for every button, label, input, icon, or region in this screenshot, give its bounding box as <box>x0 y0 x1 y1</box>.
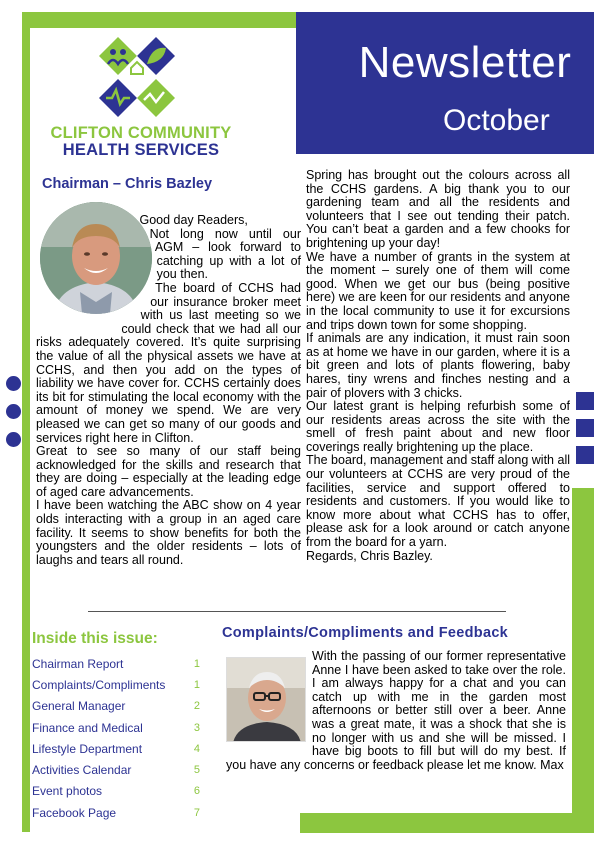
complaints-body <box>226 650 566 772</box>
toc-label: Lifestyle Department <box>32 741 143 756</box>
toc-page-number: 3 <box>193 721 200 734</box>
chairman-paragraph: If animals are any indication, it must rain soon as at home we have in our garden, where it is a bit green and lots of plants flowering, baby hares, tiny wrens and finches nesting and a pair of plovers with 3 chicks. <box>306 331 570 400</box>
chairman-column-1 <box>36 214 301 567</box>
chairman-paragraph: We have a number of grants in the system at the moment – surely one of them will come good. When we get our bus (being positive here) we are keen for our residents and anyone in the local community to use it for excursions and trips down town for some shopping. <box>306 249 570 332</box>
bullet-dot <box>6 376 21 391</box>
chairman-paragraph: Spring has brought out the colours across all the CCHS gardens. A big thank you to our gardening team and all the residents and volunteers that I see out tending their patch. You can’t beat a garden and a few chooks for brightening up your day! <box>306 168 570 250</box>
chairman-column-2 <box>306 169 570 563</box>
toc-page-number: 1 <box>193 678 200 691</box>
chairman-paragraph: Not long now until our AGM – look forward to catching up with a lot of you then. <box>149 226 301 282</box>
organisation-name-line2: HEALTH SERVICES <box>62 141 220 159</box>
toc-item[interactable] <box>32 717 200 738</box>
toc-item[interactable] <box>32 674 200 695</box>
bullet-dot <box>6 404 21 419</box>
bullet-dot <box>6 432 21 447</box>
table-of-contents <box>32 653 200 823</box>
toc-label: Facebook Page <box>32 805 117 820</box>
complaints-text: With the passing of our former representative Anne I have been asked to take over the role. I am always happy for a chat and you can catch up with me in the garden most afternoons or better still over a beer. Anne was a great mate, it was a shock that she is no longer with us and she will be missed. I have big boots to fill but will do my best. If you have any concerns or feedback please let me know. Max <box>226 649 566 772</box>
toc-page-number: 4 <box>193 742 200 755</box>
newsletter-title: Newsletter <box>358 38 572 87</box>
toc-item[interactable] <box>32 696 200 717</box>
toc-page-number: 6 <box>193 785 200 798</box>
toc-item[interactable] <box>32 653 200 674</box>
toc-label: Event photos <box>32 784 103 799</box>
green-right-bar <box>572 488 594 826</box>
toc-page-number: 5 <box>193 764 200 777</box>
toc-label: General Manager <box>32 699 126 714</box>
chairman-signoff: Regards, Chris Bazley. <box>306 548 433 563</box>
toc-item[interactable] <box>32 759 200 780</box>
toc-page-number: 7 <box>193 806 200 819</box>
section-divider <box>88 611 506 612</box>
toc-label: Complaints/Compliments <box>32 677 166 692</box>
green-left-bar <box>22 12 30 832</box>
chairman-paragraph: I have been watching the ABC show on 4 year olds interacting with a group in an aged care facility. It seems to show benefits for both the youngsters and the older residents – lots of laughs and tears all round. <box>36 498 301 567</box>
chairman-paragraph: The board, management and staff along with all our volunteers at CCHS are very proud of the facilities, service and support offered to residents and customers. If you would like to know more about what CCHS has to offer, please ask for a look around or catch anyone from the board for a yarn. <box>306 453 570 550</box>
complaints-heading: Complaints/Compliments and Feedback <box>222 625 509 641</box>
chairman-paragraph: Great to see so many of our staff being acknowledged for the skills and research that they are doing – especially at the leading edge of aged care advancements. <box>36 444 301 499</box>
organisation-name-line1: CLIFTON COMMUNITY <box>50 124 232 142</box>
newsletter-month: October <box>443 104 550 137</box>
toc-page-number: 1 <box>193 657 200 670</box>
chairman-paragraph: The board of CCHS had our insurance broker meet with us last meeting so we could check that we had all our risks adequately covered. It’s quite surprising the value of all the physical assets we have at CCHS, and then you add on the types of liability we have cover for. CCHS certainly does its bit for stimulating the local economy with the amount of money we spend. We are very pleased we can get so many of our goods and services right here in Clifton. <box>36 280 301 445</box>
green-bottom-bar <box>300 813 594 833</box>
inside-issue-heading: Inside this issue: <box>32 630 158 647</box>
green-top-bar <box>22 12 300 28</box>
chairman-heading: Chairman – Chris Bazley <box>42 176 213 192</box>
toc-label: Activities Calendar <box>32 763 132 778</box>
toc-item[interactable] <box>32 781 200 802</box>
decor-square <box>576 419 594 437</box>
toc-page-number: 2 <box>193 700 200 713</box>
chairman-paragraph: Good day Readers, <box>139 213 248 227</box>
toc-item[interactable] <box>32 738 200 759</box>
toc-item[interactable] <box>32 802 200 823</box>
decor-square <box>576 446 594 464</box>
organisation-logo <box>92 34 182 124</box>
toc-label: Chairman Report <box>32 656 124 671</box>
decor-square <box>576 392 594 410</box>
toc-label: Finance and Medical <box>32 720 143 735</box>
chairman-paragraph: Our latest grant is helping refurbish some of our residents areas across the site with the smell of fresh paint about and new floor coverings really brightening up the place. <box>306 399 570 454</box>
logo-heartbeat-icon <box>99 79 137 117</box>
